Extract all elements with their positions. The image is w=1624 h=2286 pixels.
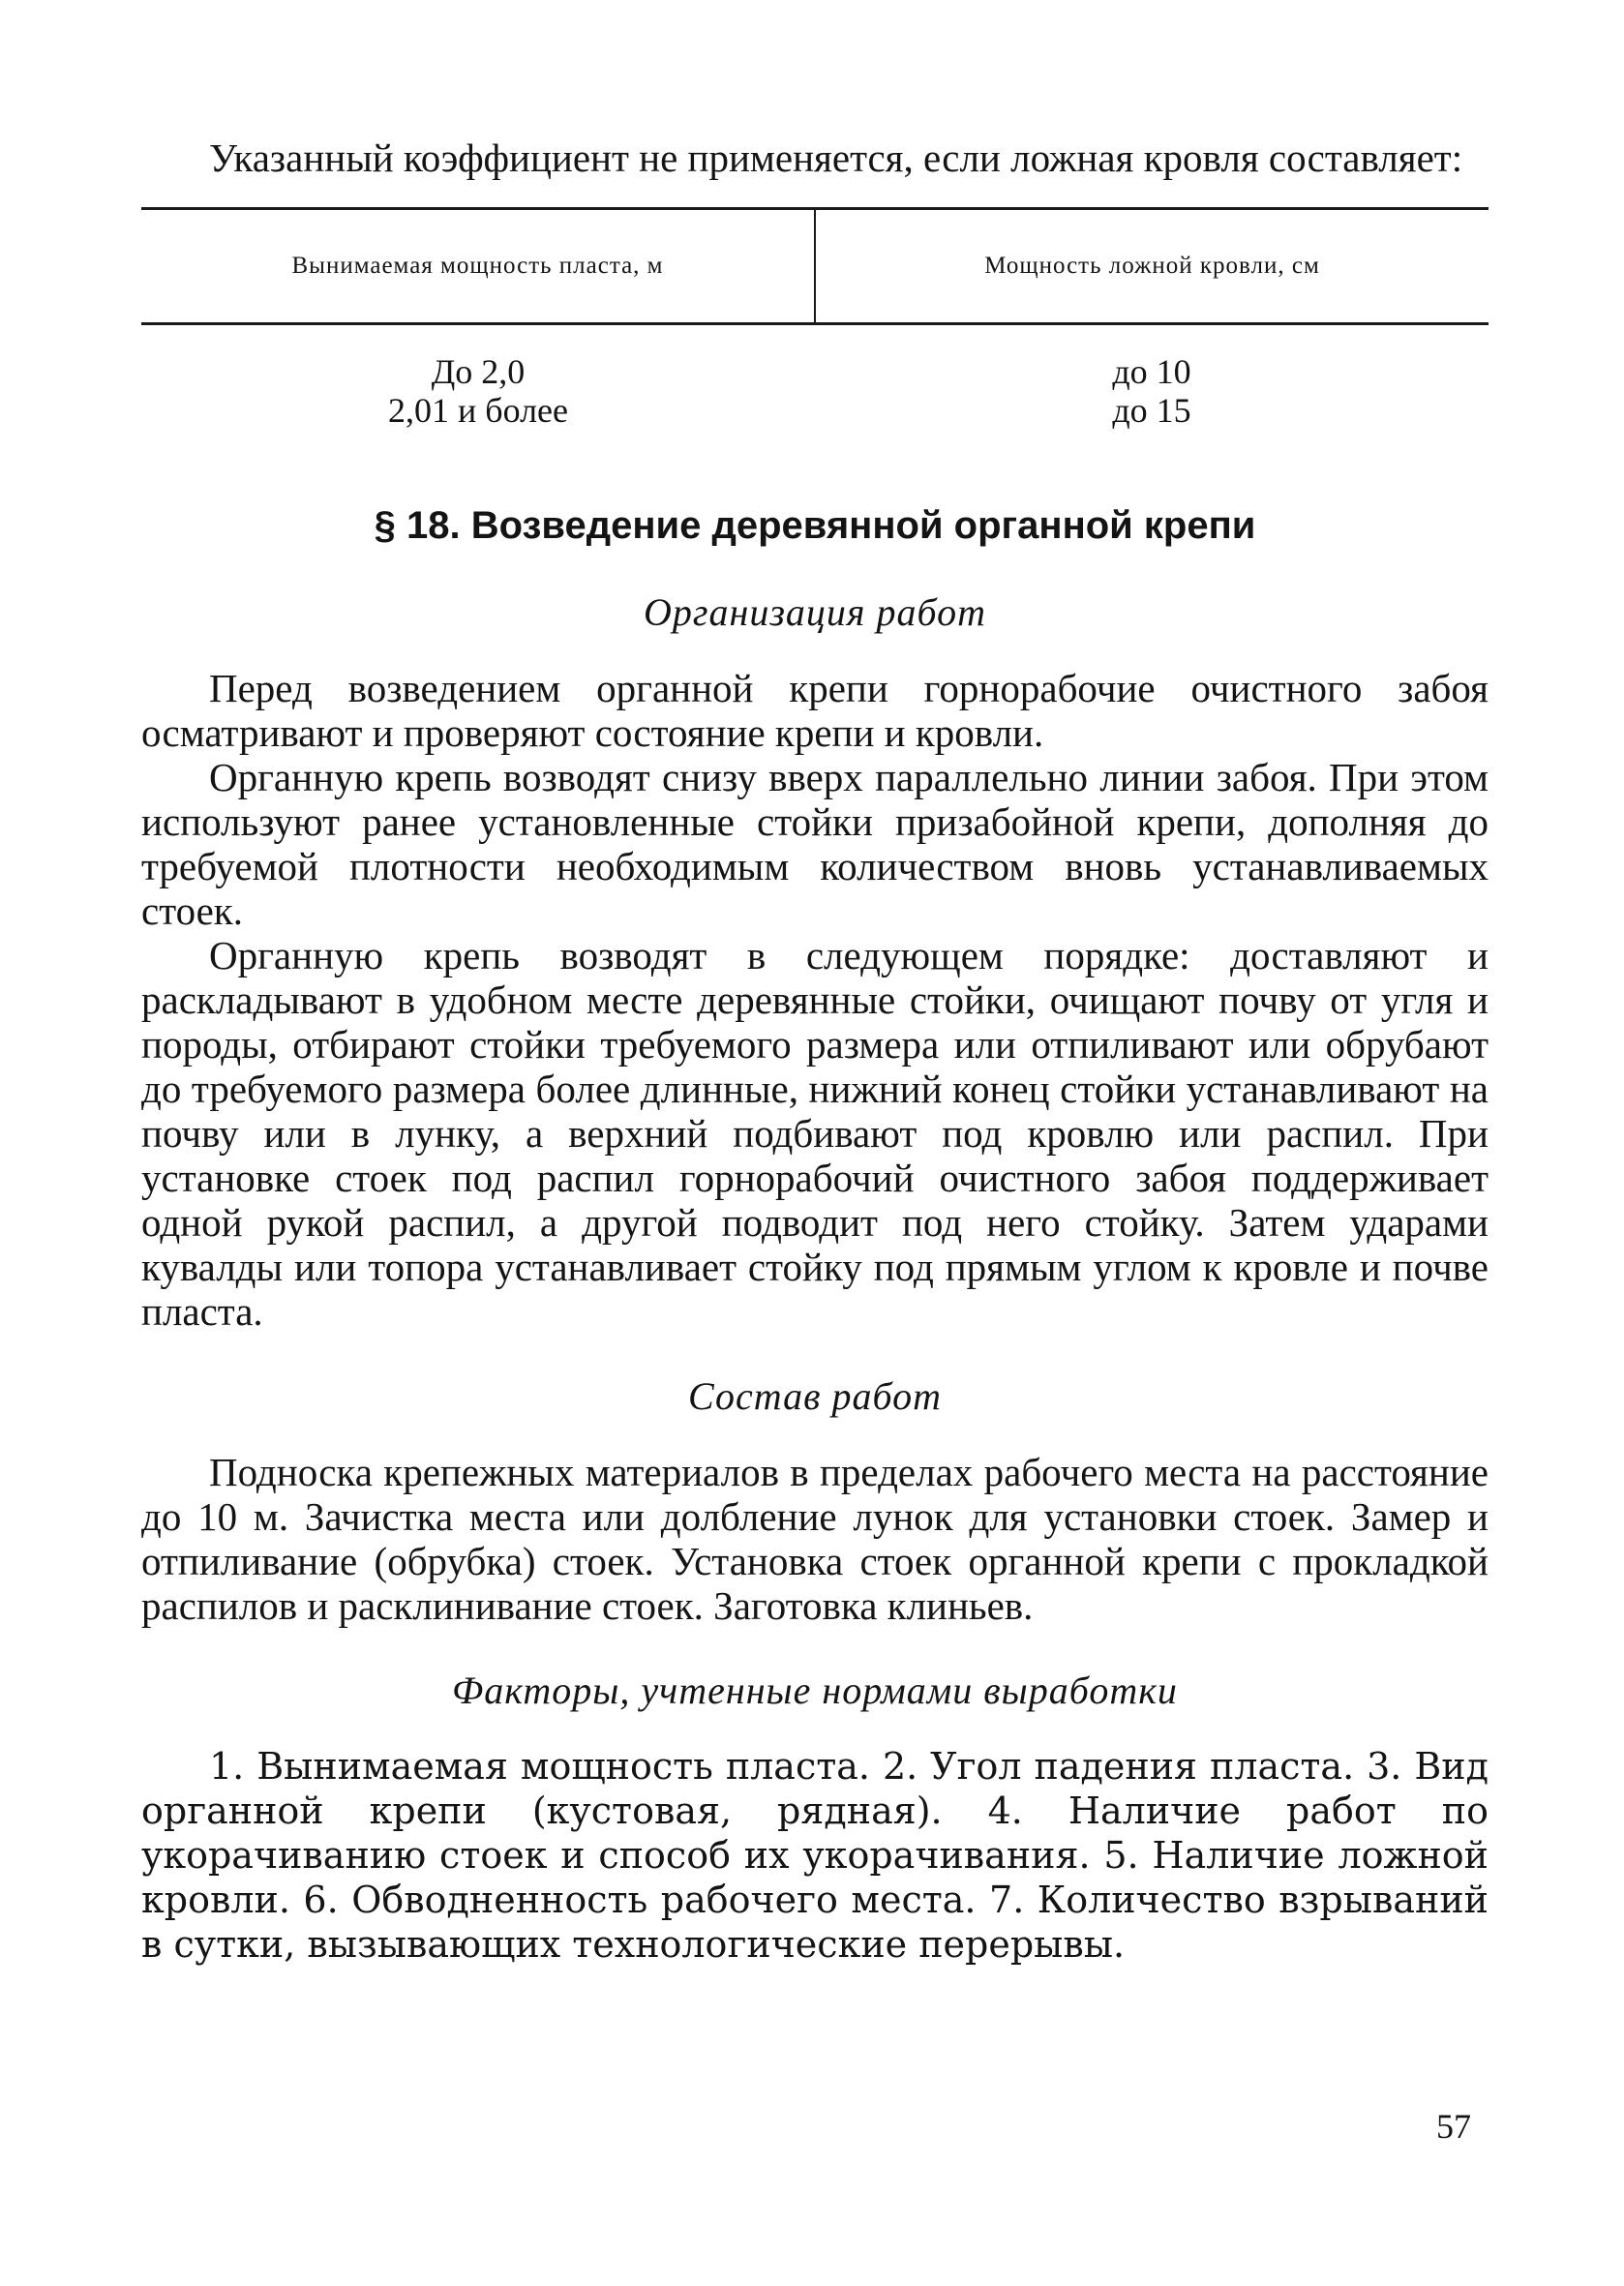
table-cell: До 2,0 <box>431 352 526 391</box>
table-row <box>141 352 1489 391</box>
factors-heading: Факторы, учтенные нормами выработки <box>452 1669 1178 1712</box>
page-number: 57 <box>1436 2107 1471 2146</box>
table-header-rule <box>141 322 1489 325</box>
roof-thickness-table <box>141 207 1489 430</box>
table-cell: 2,01 и более <box>387 391 569 430</box>
table-cell: до 15 <box>1112 391 1191 430</box>
table-header <box>141 210 1489 322</box>
table-body <box>141 352 1489 430</box>
organization-paragraph: Перед возведением органной крепи горнорабочие очистного забоя осматривают и проверяют состояние крепи и кровли. <box>141 666 1489 755</box>
organization-paragraph: Органную крепь возводят снизу вверх параллельно линии забоя. При этом используют ранее установленные стойки призабойной крепи, дополняя до требуемой плотности необходимым количеством вновь устанавливаемых стоек. <box>141 755 1489 933</box>
section-title: § 18. Возведение деревянной органной крепи <box>374 504 1256 547</box>
table-cell: до 10 <box>1112 352 1191 391</box>
page-body <box>141 135 1489 1967</box>
table-row <box>141 391 1489 430</box>
composition-text: Подноска крепежных материалов в пределах рабочего места на расстояние до 10 м. Зачистка места или долбление лунок для установки стоек. Замер и отпиливание (обрубка) стоек. Установка стоек органной крепи с прокладкой распилов и расклинивание стоек. Заготовка клиньев. <box>141 1450 1489 1628</box>
factors-text: 1. Вынимаемая мощность пласта. 2. Угол падения пласта. 3. Вид органной крепи (кустовая, рядная). 4. Наличие работ по укорачиванию стоек и способ их укорачивания. 5. Наличие ложной кровли. 6. Обводненность рабочего места. 7. Количество взрываний в сутки, вызывающих технологические перерывы. <box>141 1745 1489 1966</box>
header-false-roof-thickness: Мощность ложной кровли, см <box>984 253 1320 279</box>
composition-heading: Состав работ <box>688 1374 942 1418</box>
organization-heading: Организация работ <box>643 590 986 634</box>
intro-text: Указанный коэффициент не применяется, если ложная кровля составляет: <box>209 135 1463 180</box>
header-seam-thickness: Вынимаемая мощность пласта, м <box>141 210 816 322</box>
organization-paragraph: Органную крепь возводят в следующем порядке: доставляют и раскладывают в удобном месте деревянные стойки, очищают почву от угля и породы, отбирают стойки требуемого размера или отпиливают или обрубают до требуемого размера более длинные, нижний конец стойки устанавливают на почву или в лунку, а верхний подбивают под кровлю или распил. При установке стоек под распил горнорабочий очистного забоя поддерживает одной рукой распил, а другой подводит под него стойку. Затем ударами кувалды или топора устанавливает стойку под прямым углом к кровле и почве пласта. <box>141 933 1489 1334</box>
